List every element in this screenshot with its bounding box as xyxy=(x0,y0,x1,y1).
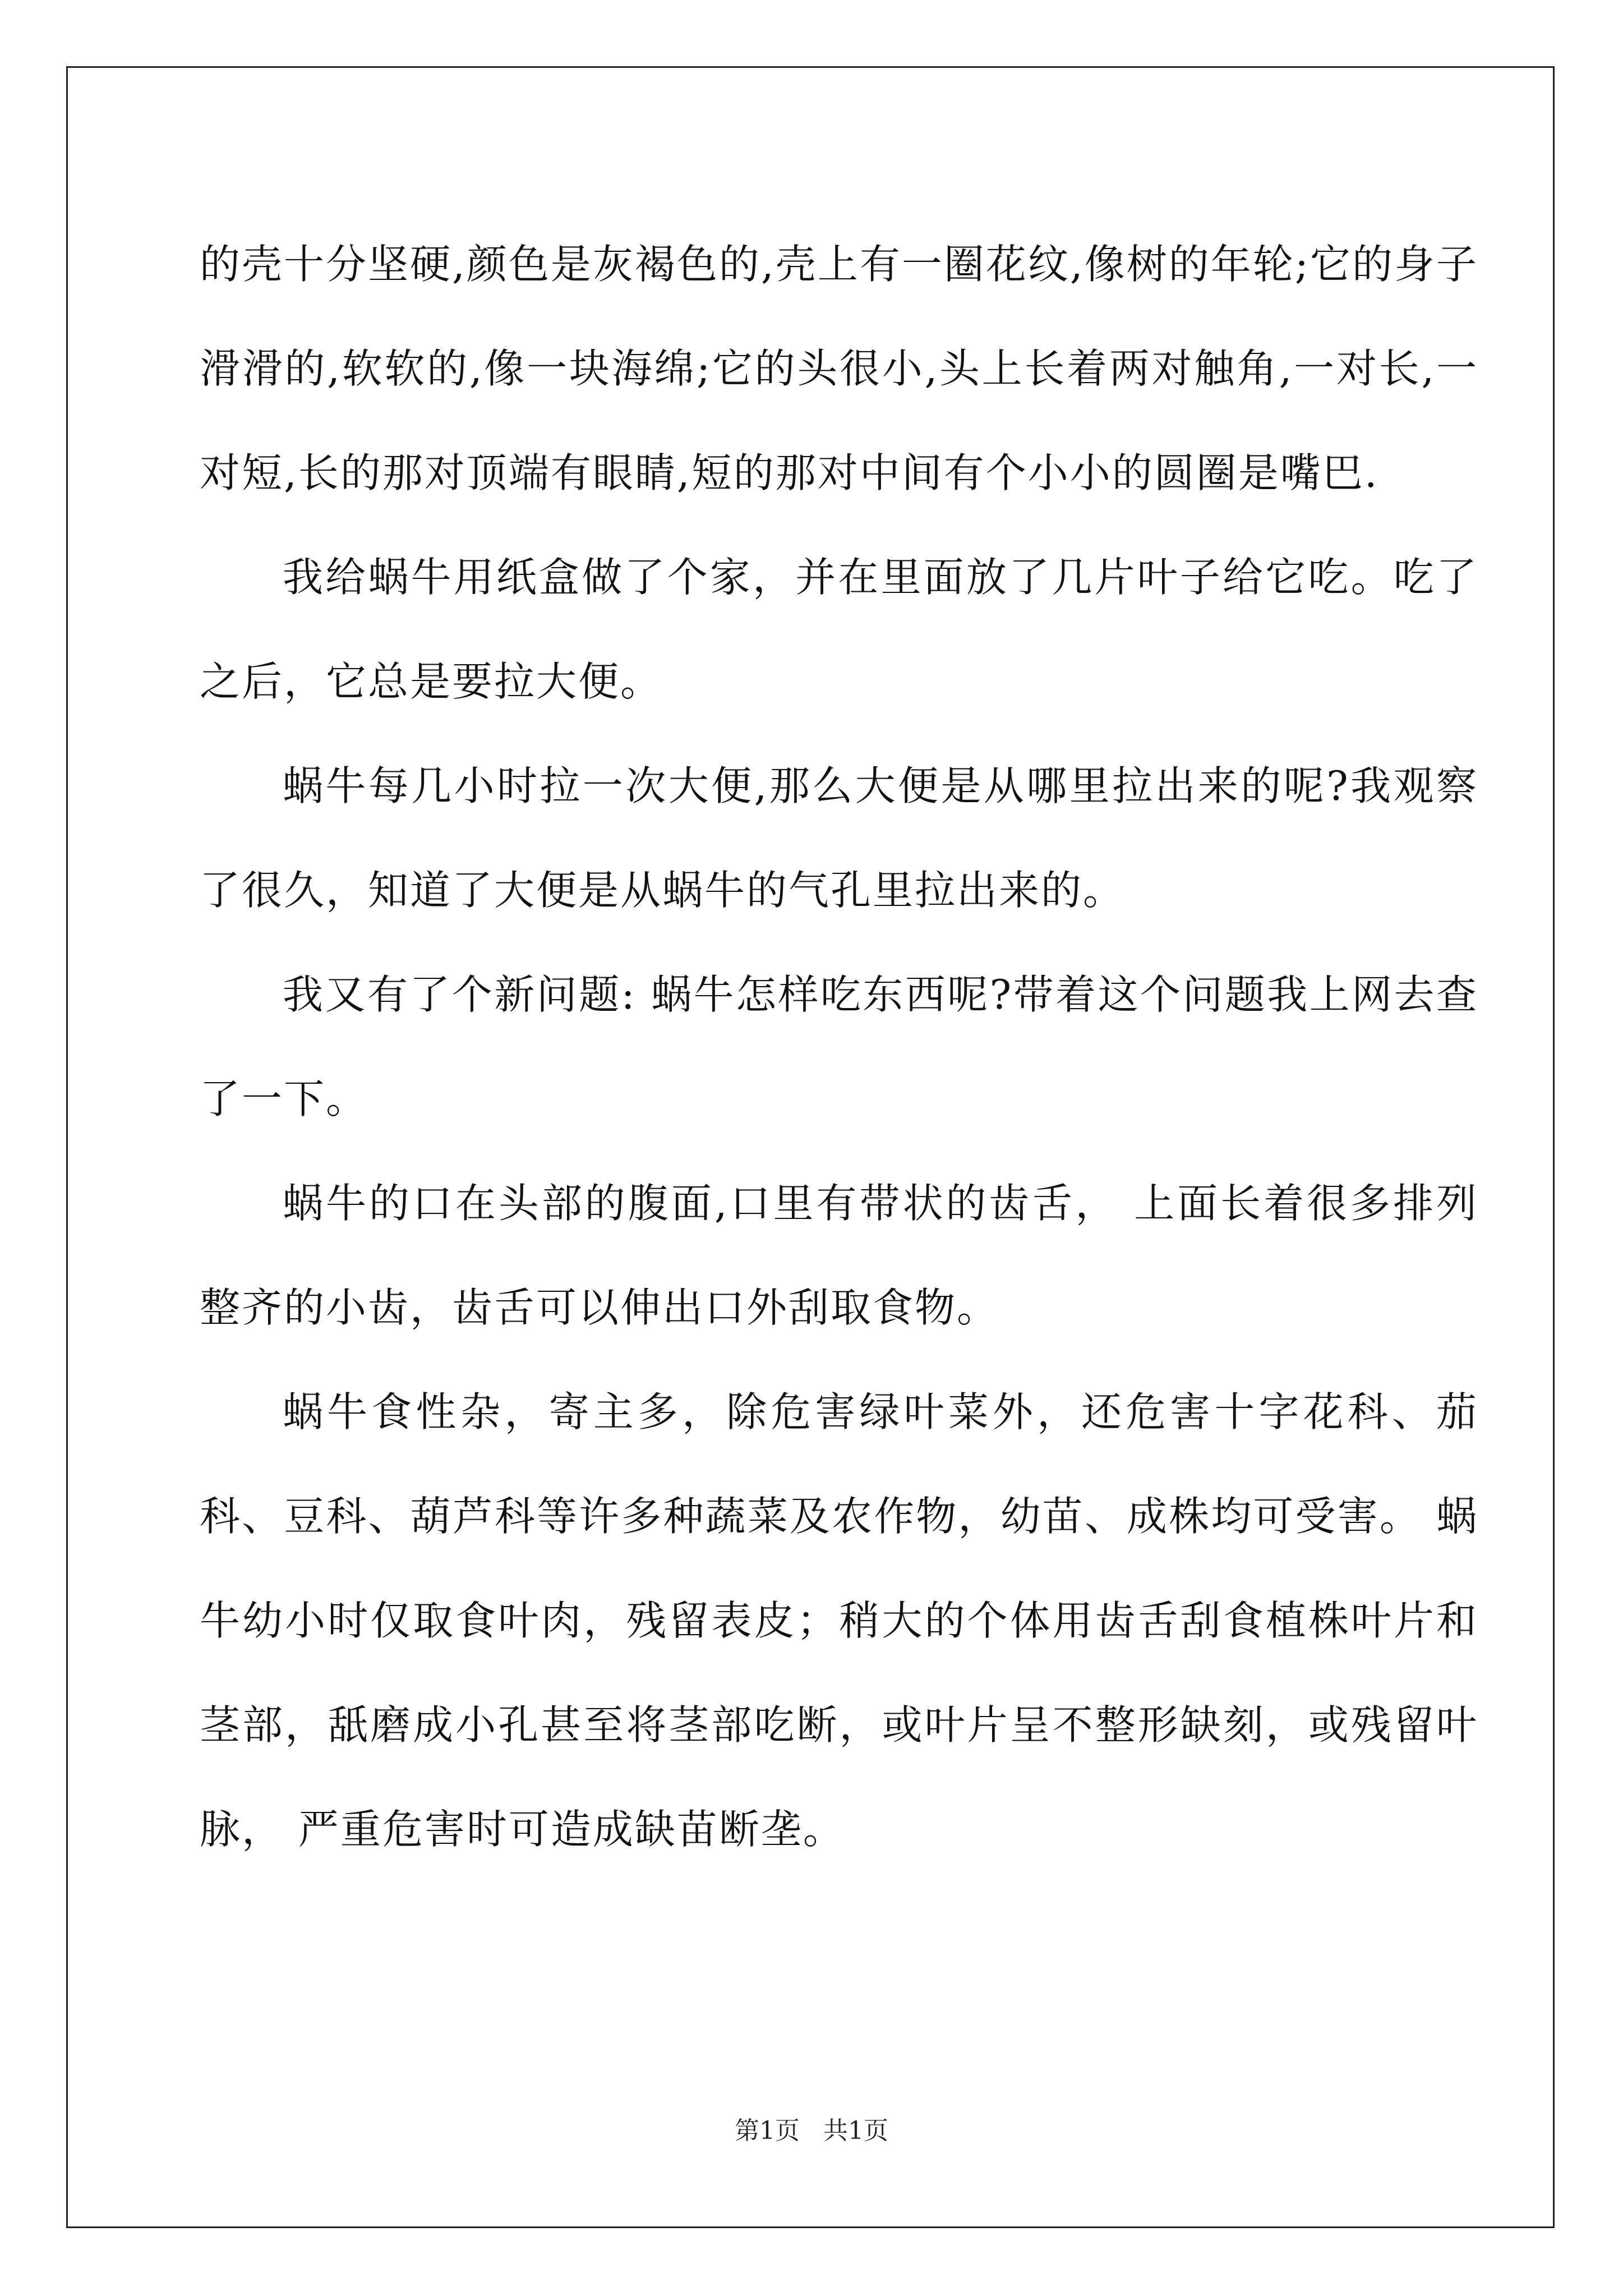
paragraph-2: 我给蜗牛用纸盒做了个家，并在里面放了几片叶子给它吃。吃了之后，它总是要拉大便。 xyxy=(200,554,1478,705)
page-footer: 第1页 共1页 xyxy=(735,2116,888,2145)
paragraph-4: 我又有了个新问题: 蜗牛怎样吃东西呢?带着这个问题我上网去查了一下。 xyxy=(200,971,1478,1122)
paragraph-1: 的壳十分坚硬,颜色是灰褐色的,壳上有一圈花纹,像树的年轮;它的身子滑滑的,软软的,像一块海绵;它的头很小,头上长着两对触角,一对长,一对短,长的那对顶端有眼睛,短的那对中间有个小小的圆圈是嘴巴. xyxy=(200,241,1478,496)
paragraph-6: 蜗牛食性杂，寄主多，除危害绿叶菜外，还危害十字花科、茄科、豆科、葫芦科等许多种蔬菜及农作物，幼苗、成株均可受害。 蜗牛幼小时仅取食叶肉，残留表皮；稍大的个体用齿舌刮食植株叶片和茎部，舐磨成小孔甚至将茎部吃断，或叶片呈不整形缺刻，或残留叶脉， 严重危害时可造成缺苗断垄。 xyxy=(200,1388,1478,1853)
paragraph-5: 蜗牛的口在头部的腹面,口里有带状的齿舌， 上面长着很多排列整齐的小齿，齿舌可以伸出口外刮取食物。 xyxy=(200,1180,1478,1331)
paragraph-3: 蜗牛每几小时拉一次大便,那么大便是从哪里拉出来的呢?我观察了很久，知道了大便是从蜗牛的气孔里拉出来的。 xyxy=(200,762,1478,914)
document-body xyxy=(200,212,1478,1881)
